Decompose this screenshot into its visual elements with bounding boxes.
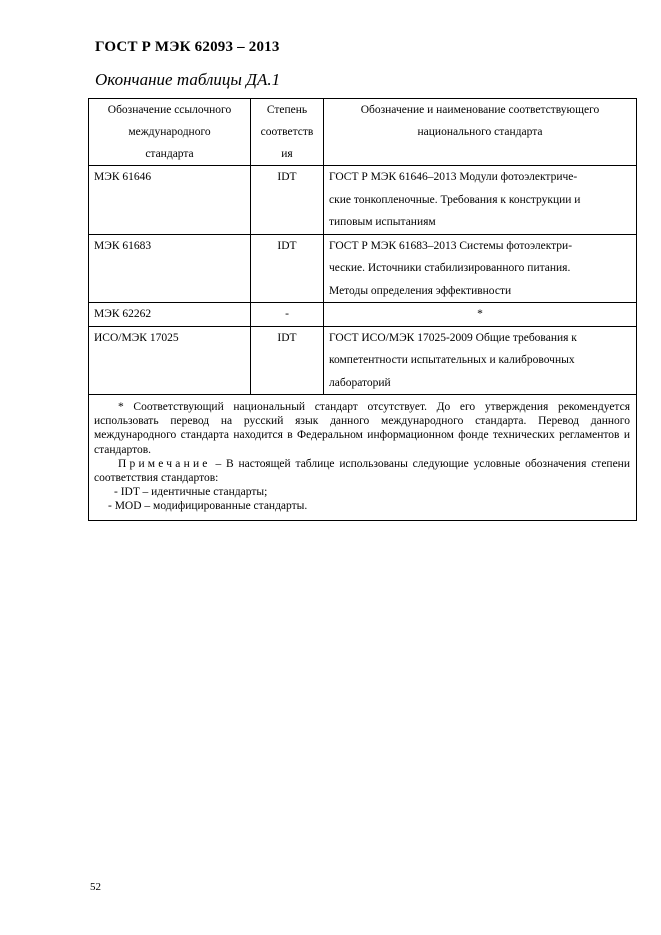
- cell-line: компетентности испытательных и калибровочных: [329, 354, 575, 366]
- header-line: Степень: [266, 104, 308, 116]
- cell-line: Методы определения эффективности: [329, 284, 512, 297]
- header-line: международного: [128, 126, 211, 138]
- cell-reference: ИСО/МЭК 17025: [89, 326, 251, 395]
- designation-item: - MOD – модифицированные стандарты.: [108, 500, 308, 513]
- table-row: [89, 326, 637, 395]
- footnote: * Соответствующий национальный стандарт отсутствует. До его утверждения рекомендуется использовать перевод на русский язык данного международного стандарта. Перевод данного международного стандарта находится в Федеральном информационном фонде технических регламентов и стандартов.: [94, 401, 630, 456]
- cell-line: ГОСТ Р МЭК 61646–2013 Модули фотоэлектриче-: [329, 171, 578, 183]
- cell-degree: -: [251, 303, 324, 327]
- note-paragraph: [94, 457, 630, 485]
- header-line: Обозначение и наименование соответствующего: [360, 104, 600, 116]
- notes-row: [89, 395, 637, 521]
- notes-cell: [89, 395, 637, 521]
- document-code: ГОСТ Р МЭК 62093 – 2013: [95, 39, 280, 55]
- designation-item: - IDT – идентичные стандарты;: [114, 486, 268, 499]
- page-number: 52: [90, 881, 101, 893]
- table-row: [89, 166, 637, 235]
- header-cell-degree: [251, 99, 324, 166]
- cell-line: типовым испытаниям: [329, 216, 436, 228]
- table-header-row: [89, 99, 637, 166]
- cell-national: [324, 326, 637, 395]
- cell-degree: IDT: [251, 166, 324, 235]
- note-lead: Примечание: [118, 457, 211, 470]
- cell-line: ческие. Источники стабилизированного питания.: [329, 262, 571, 274]
- cell-reference: МЭК 61646: [89, 166, 251, 235]
- cell-line: ские тонкопленочные. Требования к конструкции и: [329, 193, 581, 206]
- header-line: национального стандарта: [417, 126, 543, 138]
- cell-national: [324, 234, 637, 303]
- header-line: Обозначение ссылочного: [107, 104, 232, 116]
- header-cell-reference: [89, 99, 251, 166]
- cell-degree: IDT: [251, 234, 324, 303]
- cell-line: лабораторий: [329, 376, 391, 389]
- header-cell-national: [324, 99, 637, 166]
- table-caption: Окончание таблицы ДА.1: [95, 70, 281, 89]
- table-row: [89, 234, 637, 303]
- cell-reference: МЭК 61683: [89, 234, 251, 303]
- cell-line: ГОСТ Р МЭК 61683–2013 Системы фотоэлектри-: [329, 239, 573, 252]
- cell-national: [324, 166, 637, 235]
- cell-line: ГОСТ ИСО/МЭК 17025-2009 Общие требования к: [329, 331, 577, 344]
- correspondence-table: [88, 98, 637, 521]
- cell-reference: МЭК 62262: [89, 303, 251, 327]
- header-line: ия: [281, 148, 293, 160]
- header-line: соответств: [260, 126, 314, 138]
- cell-national: *: [324, 303, 637, 327]
- cell-degree: IDT: [251, 326, 324, 395]
- table-row: [89, 303, 637, 327]
- note-text: – В настоящей таблице использованы следующие условные обозначения степени соответствия стандартов:: [94, 457, 630, 485]
- header-line: стандарта: [145, 148, 194, 160]
